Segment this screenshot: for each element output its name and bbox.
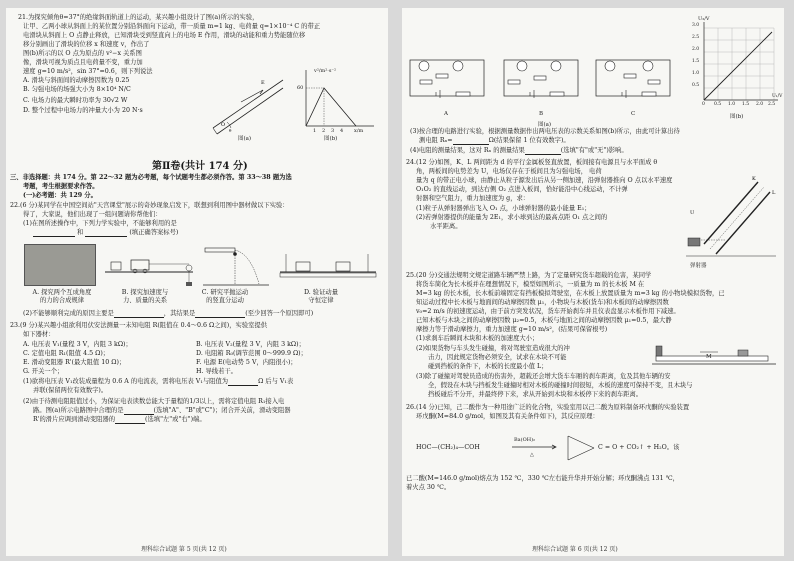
q23-item-e: E. 滑动变阻器 R'(最大阻值 10 Ω)； xyxy=(23,359,126,366)
q21-option-d: D. 整个过程中电场力的冲量大小为 20 N·s xyxy=(23,107,143,114)
circuit-b-diagram xyxy=(500,54,582,108)
q25-part1: (1)求刹车后瞬间木块和木板的加速度大小； xyxy=(416,335,539,342)
q21-graph-y-label: v²/m²·s⁻² xyxy=(314,68,337,74)
q24-part2-a: (2)若弹射器提供的能量为 2E₁，求小球到达的最高点距 O₁ 点之间的 xyxy=(416,214,608,221)
graph-xtick-1.0: 1.0 xyxy=(728,102,736,107)
q25-mass-label: M xyxy=(706,354,712,360)
q22-result-blank[interactable] xyxy=(195,311,245,318)
q25-line-4: 知运动过程中长木板与地面间的动摩擦因数 μ₁，小物块与木板(货车)和木板间的动摩擦因数 xyxy=(416,299,669,306)
q22-figure-a-photo xyxy=(24,244,96,286)
q25-line-1: 25.(20 分)交通法规明文规定道路车辆严禁上路，为了定量研究货车超载的危害，某同学 xyxy=(406,272,652,279)
q24-line-3: 量为 q 的带正电小球，由静止从粒子源发出后从另一侧加速，沿弹射器推向 O 点以水平速度 xyxy=(416,177,673,184)
q25-line-3: M=3 kg 的长木板，长木板前端固定有挡板模拟驾驶室，在木板上放置质量为 m=3 kg 的小物块模拟货物，已 xyxy=(416,290,725,297)
graph-xtick-2.0: 2.0 xyxy=(756,102,764,107)
q23-line-1: 23.(9 分)某兴趣小组欲利用伏安法测量一未知电阻 R(阻值在 0.4～0.6 Ω之间)，实验室提供 xyxy=(10,322,268,329)
q24-part2-b: 水平距离。 xyxy=(430,223,462,230)
reaction-heat: △ xyxy=(530,452,534,458)
q22-answer-blank-2[interactable] xyxy=(85,230,127,237)
q21-line-2: 让甲、乙两小球从斜面上的某位置分别沿斜面向下运动，带一质量 m=1 kg、电荷量 q=1×10⁻⁴ C 的带正 xyxy=(23,23,321,30)
circuits-caption: 图(a) xyxy=(538,122,552,128)
q22-line-3: (1)在图所述操作中，下列力学实验中，不能够利用的是 xyxy=(23,220,177,227)
circuit-a-diagram xyxy=(406,54,488,108)
q22-answer-line xyxy=(33,229,178,237)
q25-part2-b: 击力，因此规定货物必须安全，试求在木块不可能 xyxy=(428,354,567,361)
svg-text:L: L xyxy=(772,190,776,196)
q25-part3-a: (3)除了碰撞对驾驶员造成的伤害外，超载还会增大货车车厢的刹车距离，危及其他车辆的安 xyxy=(416,373,671,380)
q26-line-1: 26.(14 分)已知，己二酸作为一种用途广泛的化合物，实验室用以己二酸为原料制备环戊酮的实验装置 xyxy=(406,404,690,411)
left-page xyxy=(6,8,388,556)
q21-line-5: 图(b)所示的以 O 点为原点的 v²−x 关系图 xyxy=(23,50,142,57)
svg-text:O: O xyxy=(221,122,226,128)
q22-figure-d-collision-track xyxy=(276,242,381,286)
q23-effect-blank[interactable] xyxy=(525,148,561,155)
q23-part2-c: R'的滑片应调到滑动变阻器的 (选填"左"或"右")端。 xyxy=(33,416,206,423)
q23-part3-b: 测电阻 Rₓ= Ω(结果保留 1 位有效数字)。 xyxy=(419,137,570,144)
reaction-catalyst: Ba(OH)₂ xyxy=(514,437,536,443)
instructions-line-2: 考题，考生根据要求作答。 xyxy=(23,183,99,190)
q21-graph-tick-2: 2 xyxy=(322,128,326,134)
q22-option-a: A. 探究两个互成角度 的力的合成规律 xyxy=(32,289,92,305)
q25-line-7: 摩擦力等于滑动摩擦力，重力加速度 g=10 m/s²，(结果可保留根号) xyxy=(416,326,608,333)
q21-graph-tick-4: 4 xyxy=(340,128,344,134)
q23-part2-a: (2)由于待测电阻阻值过小，为保证电表读数总能大于量程的1/3以上，需将定值电阻 R₁接入电 xyxy=(23,398,285,405)
q22-line-1: 22.(6 分)某同学在中国空间站"天宫课堂"展示的奇妙现象启发下，联想到利用图中器材做以下实验： xyxy=(10,202,289,209)
q22-option-d: D. 验证动量 守恒定律 xyxy=(303,289,338,305)
q24-parallel-plates-figure xyxy=(686,174,778,264)
q25-line-6: 已知木板与木块之间的动摩擦因数 μ₂=0.5，木板与地面之间的动摩擦因数 μ₁=0.5，最大静 xyxy=(416,317,672,324)
q23-item-d: D. 电阻箱 R₀(调节范围 0～999.9 Ω)； xyxy=(196,350,307,357)
reaction-reactant: HOC—(CH₂)₄—COH xyxy=(416,444,480,451)
q21-line-7: 速度 g=10 m/s²，sin 37°=0.6，则下列说法 xyxy=(23,68,153,75)
right-footer: 理科综合试题 第 6 页(共 12 页) xyxy=(532,546,618,553)
q23-part1: (1)欲将电压表 V₁改装成量程为 0.6 A 的电流表，需将电压表 V₁与阻值为 Ω 后与 V₁表 xyxy=(23,378,294,385)
right-page xyxy=(402,8,784,556)
q21-graph-x-label: x/m xyxy=(354,128,364,134)
left-footer: 理科综合试题 第 5 页(共 12 页) xyxy=(141,546,227,553)
q23-part1-b: 并联(保留两位有效数字)。 xyxy=(33,387,108,394)
q21-fig-b-caption: 图(b) xyxy=(324,136,338,142)
q25-truck-board-figure xyxy=(652,344,778,370)
q26-tail-1: 已二酸(M=146.0 g/mol)熔点为 152 ℃，330 ℃左右能升华并开始分解；环戊酮沸点 131 ℃， xyxy=(406,475,679,482)
q24-line-2: 角，两板间的电势差为 U，电场仅存在于板间且为匀强电场， 电荷 xyxy=(416,168,602,175)
q22-part2: (2)不能够顺利完成的原因主要是 ，其结果是 (至少回答一个原因即可) xyxy=(23,310,314,317)
q21-fig-a-caption: 图(a) xyxy=(238,136,252,142)
q23-item-g: G. 开关一个； xyxy=(23,368,64,375)
q23-rx-blank[interactable] xyxy=(453,138,489,145)
q23-item-h: H. 导线若干。 xyxy=(196,368,237,375)
circuit-a-label: A xyxy=(444,111,448,117)
graph-xtick-0.5: 0.5 xyxy=(714,102,722,107)
q23-part3-a: (3)按合理的电路进行实验，根据测量数据作出两电压表的示数关系如图(b)所示，由此可计算出待 xyxy=(410,128,680,135)
circuit-c-label: C xyxy=(631,111,636,117)
q21-figure-b-graph xyxy=(296,66,376,132)
part2-title: 第Ⅱ卷(共计 174 分) xyxy=(152,161,248,172)
q23-item-a: A. 电压表 V₁(量程 3 V，内阻 3 kΩ)； xyxy=(23,341,132,348)
graph-x-axis-label: U₁/V xyxy=(772,94,783,99)
circuit-c-diagram xyxy=(592,54,674,108)
q21-line-3: 电滑块从斜面上 O 点静止释放，已知滑块受到竖直向上的电场 E 作用，滑块的动能和重力势能随位移 xyxy=(23,32,306,39)
q25-part3-c: 挡板碰后不分开，并最终停下来，求从开始到木块和木板停下来的刹车距离。 xyxy=(428,391,643,398)
graph-ytick-3.0: 3.0 xyxy=(692,23,700,28)
q22-line-2: 得了，大家说，他们出现了一组问题请你帮他们： xyxy=(23,211,162,218)
q24-part1: (1)粒子从弹射器弹出飞入 O₁ 点，小球弹射器的最小能量 E₁； xyxy=(416,205,591,212)
q23-ohm-blank[interactable] xyxy=(228,379,258,386)
q25-part2-c: 碰到挡板的条件下，木板的长度最小值 L； xyxy=(428,363,548,370)
q25-part3-b: 全，假设在木块与挡板发生碰撞时相对木板的碰撞时间很短，木板的速度可保持不变，且木块与 xyxy=(428,382,693,389)
graph-ytick-2.0: 2.0 xyxy=(692,47,700,52)
q21-option-a: A. 滑块与斜面间的动摩擦因数为 0.25 xyxy=(23,77,130,84)
q22-option-c: C. 研究平抛运动 的竖直分运动 xyxy=(201,289,249,305)
q23-part4: (4)电阻的测量结果，这对 Rₓ 的测量结果 (选填"有"或"无")影响。 xyxy=(410,147,628,154)
q23-slider-blank[interactable] xyxy=(115,417,145,424)
circuit-b-label: B xyxy=(539,111,544,117)
q22-answer-hint: (填正确答案标号) xyxy=(129,229,179,236)
graph-xtick-0: 0 xyxy=(702,102,705,107)
q24-line-5: 射器和空气阻力，重力加速度为 g，求： xyxy=(416,195,530,202)
instructions-line-3: (一)必考题：共 129 分。 xyxy=(23,192,97,199)
q21-graph-tick-1: 1 xyxy=(313,128,317,134)
graph-ytick-0.5: 0.5 xyxy=(692,83,700,88)
graph-ytick-1.5: 1.5 xyxy=(692,59,700,64)
q23-item-b: B. 电压表 V₂(量程 3 V，内阻 3 kΩ)； xyxy=(196,341,305,348)
svg-text:K: K xyxy=(752,176,756,182)
q21-line-1: 21.为探究倾角θ=37°的绝缘斜面轨道上的运动，某兴趣小组设计了图(a)所示的实验， xyxy=(18,14,259,21)
q25-line-2: 将货车简化为长木板并在理想情况下，模型如图所示，一质量为 m 的长木板 M 在 xyxy=(416,281,645,288)
q22-figure-b-cart xyxy=(101,242,196,286)
instructions-line-1: 三、非选择题：共 174 分。第 22～32 题为必考题，每个试题考生都必须作答。第 33～38 题为选 xyxy=(10,174,292,181)
reaction-arrow xyxy=(510,444,560,450)
q24-line-1: 24.(12 分)如图，K、L 两间距为 d 的平行金属板竖直放置，板间接有电源且与水平面成 θ xyxy=(406,159,658,166)
q21-figure-a-incline xyxy=(211,66,286,138)
q23-line-2: 如下器材： xyxy=(23,331,55,338)
q22-figure-c-projectile xyxy=(201,242,271,288)
q23-item-f: F. 电源 E(电动势 5 V，内阻很小)； xyxy=(196,359,297,366)
q23-item-c: C. 定值电阻 R₁(阻值 4.5 Ω)； xyxy=(23,350,110,357)
svg-text:U: U xyxy=(690,210,695,216)
q21-graph-peak: 60 xyxy=(297,85,304,91)
q23-part2-b: 路。图(a)所示电路图中合理的是 (选填"A"、"B"或"C")；闭合开关前，滑动变阻器 xyxy=(33,407,291,414)
graph-xtick-2.5: 2.5 xyxy=(768,102,776,107)
q24-launcher-label: 弹射器 xyxy=(690,263,707,269)
graph-ytick-1.0: 1.0 xyxy=(692,71,700,76)
reaction-product: C = O + CO₂↑ + H₂O。该 xyxy=(598,444,680,451)
q21-option-b: B. 匀强电场的场强大小为 8×10⁴ N/C xyxy=(23,86,131,93)
q25-part2-a: (2)如果货物与车头发生碰撞，将对驾驶室造成很大的冲 xyxy=(416,345,570,352)
graph-y-axis-label: U₂/V xyxy=(698,16,710,22)
q22-answer-blank-1[interactable] xyxy=(33,230,75,237)
q26-line-2: 环戊酮(M=84.0 g/mol，如图及其有关条件如下)，其反应原理： xyxy=(416,413,599,420)
q22-blank-joiner: 和 xyxy=(77,229,84,236)
q22-reason-blank[interactable] xyxy=(114,311,164,318)
q22-option-b: B. 探究加速度与 力、质量的关系 xyxy=(121,289,169,305)
svg-text:E: E xyxy=(261,80,265,86)
graph-ytick-2.5: 2.5 xyxy=(692,35,700,40)
q21-graph-tick-3: 3 xyxy=(331,128,335,134)
graph-caption: 图(b) xyxy=(730,114,744,120)
q21-option-c: C. 电场力的最大瞬时功率为 30√2 W xyxy=(23,97,128,104)
q21-line-4: 移分别画出了滑块的位移 x 和速度 v，作出了 xyxy=(23,41,150,48)
q25-line-5: v₀=2 m/s 的初速度运动，由于前方突发状况，货车开始刹车并且仪表盘显示木板作用下减速。 xyxy=(416,308,680,315)
graph-xtick-1.5: 1.5 xyxy=(742,102,750,107)
q24-line-4: O₁O₂ 的直线运动，到达右侧 O₂ 点进入板间，恰好能沿中心线运动，不计弹 xyxy=(416,186,628,193)
q26-tail-2: 着火点 30 ℃。 xyxy=(406,484,451,491)
svg-text:θ: θ xyxy=(229,128,232,133)
q23-circuit-blank[interactable] xyxy=(124,408,154,415)
q21-line-6: 像，滑块可视为质点且电荷量不变，重力加 xyxy=(23,59,143,66)
